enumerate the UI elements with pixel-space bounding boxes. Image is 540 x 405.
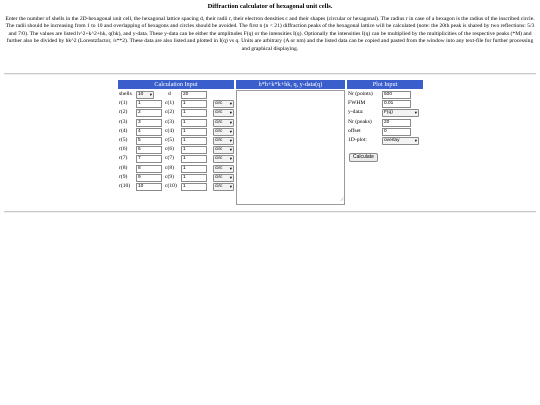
- c-label: c(9): [165, 173, 175, 180]
- fwhm-row: [347, 99, 425, 108]
- r-label: r(7): [119, 155, 128, 162]
- nr-peaks-row: [347, 118, 425, 127]
- c-input[interactable]: 1: [181, 128, 207, 136]
- shells-label: shells: [119, 91, 132, 97]
- nr-points-row: [347, 90, 425, 99]
- plot-input-panel: [347, 90, 425, 160]
- data-output-textarea[interactable]: [236, 90, 345, 205]
- c-input[interactable]: 1: [181, 109, 207, 117]
- shell-row: [118, 118, 234, 127]
- r-label: r(4): [119, 127, 128, 134]
- r-label: r(10): [119, 182, 131, 189]
- shape-select-value: circ: [215, 101, 223, 107]
- shell-row: [118, 99, 234, 108]
- plot-input-header: Plot Input: [347, 80, 423, 89]
- c-input[interactable]: 1: [181, 137, 207, 145]
- r-input[interactable]: 5: [136, 137, 162, 145]
- c-input[interactable]: 1: [181, 165, 207, 173]
- nr-peaks-input[interactable]: 20: [382, 119, 411, 127]
- shell-row: [118, 154, 234, 163]
- r-label: r(8): [119, 164, 128, 171]
- c-label: c(5): [165, 136, 175, 143]
- c-input[interactable]: 1: [181, 183, 207, 191]
- chevron-down-icon: ▾: [229, 165, 232, 171]
- offset-input[interactable]: 0: [382, 128, 411, 136]
- nr-points-label: Nr (points): [348, 91, 373, 97]
- nr-peaks-label: Nr (peaks): [348, 118, 372, 125]
- chevron-down-icon: ▾: [414, 137, 417, 143]
- chevron-down-icon: ▾: [149, 92, 152, 97]
- r-label: r(5): [119, 136, 128, 143]
- chevron-down-icon: ▾: [414, 110, 417, 116]
- shape-select-value: circ: [215, 174, 223, 180]
- r-input[interactable]: 9: [136, 174, 162, 182]
- chevron-down-icon: ▾: [229, 101, 232, 107]
- shells-select-value: 10: [138, 92, 144, 97]
- r-input[interactable]: 4: [136, 128, 162, 136]
- d-label: d: [168, 91, 171, 97]
- chevron-down-icon: ▾: [229, 174, 232, 180]
- c-label: c(2): [165, 109, 175, 116]
- offset-row: [347, 127, 425, 136]
- ydata-select[interactable]: [382, 109, 419, 117]
- divider-top: [4, 73, 536, 75]
- offset-label: offset: [348, 127, 361, 134]
- r-input[interactable]: 3: [136, 119, 162, 127]
- shell-row: [118, 173, 234, 182]
- shape-select-value: circ: [215, 147, 223, 153]
- shape-select-value: circ: [215, 128, 223, 134]
- plot1d-label: 1D-plot:: [348, 136, 367, 143]
- c-input[interactable]: 1: [181, 119, 207, 127]
- ydata-select-value: F(q): [384, 110, 393, 116]
- shape-select[interactable]: [213, 174, 234, 182]
- divider-bottom: [4, 211, 536, 213]
- calc-input-header: Calculation Input: [118, 80, 234, 89]
- chevron-down-icon: ▾: [229, 156, 232, 162]
- r-label: r(1): [119, 100, 128, 107]
- r-input[interactable]: 10: [136, 183, 162, 191]
- shape-select-value: circ: [215, 119, 223, 125]
- ydata-row: [347, 108, 425, 117]
- ydata-label: y-data:: [348, 109, 364, 116]
- shell-row: [118, 145, 234, 154]
- c-label: c(3): [165, 118, 175, 125]
- plot1d-select-value: overlay: [384, 137, 400, 143]
- shell-row: [118, 108, 234, 117]
- r-label: r(6): [119, 146, 128, 153]
- c-input[interactable]: 1: [181, 155, 207, 163]
- c-label: c(8): [165, 164, 175, 171]
- chevron-down-icon: ▾: [229, 110, 232, 116]
- calculate-button[interactable]: Calculate: [349, 153, 378, 162]
- chevron-down-icon: ▾: [229, 183, 232, 189]
- shape-select[interactable]: [213, 119, 234, 127]
- r-input[interactable]: 6: [136, 146, 162, 154]
- c-label: c(6): [165, 146, 175, 153]
- r-label: r(2): [119, 109, 128, 116]
- shell-row: [118, 164, 234, 173]
- r-input[interactable]: 1: [136, 100, 162, 108]
- shape-select[interactable]: [213, 146, 234, 154]
- resize-handle-icon[interactable]: ∕∕: [341, 198, 343, 203]
- shape-select-value: circ: [215, 137, 223, 143]
- intro-text: Enter the number of shells in the 2D-hexagonal unit cell, the hexagonal lattice spacing d, their radii r, their electron densities c and their shapes (circular or hexagonal). The radius r in case of a hexagon is the radius of the inscribed circle. The radii should be increasing from 1 to 10 and overlapping of hexagons and circles should be avoided. The first n (n < 21) diffraction peaks of the hexagonal lattice will be calculated (note: the 20th peak is shared by two reflections: 5/3 and 7/0). The values are listed h^2+k^2+hk, q(hk), and y-data. These y-data can be either the amplitudes F(q) or the intensities I(q). Optionally the intensities I(q) can be multiplied by the multiplicities of the respective peaks (*M) and further also be divided by hk^2 (Lorentzfactor, /s**2). These data are also listed and plotted in I(q) vs q. Units are arbitrary (A or nm) and the listed data can be copied and pasted from the window into any text-file for further processing and graphical displaying.: [5, 16, 535, 52]
- r-input[interactable]: 2: [136, 109, 162, 117]
- r-label: r(9): [119, 173, 128, 180]
- shape-select[interactable]: [213, 155, 234, 163]
- shell-row: [118, 182, 234, 191]
- chevron-down-icon: ▾: [229, 128, 232, 134]
- fwhm-input[interactable]: 0.01: [382, 100, 411, 108]
- shells-select[interactable]: [136, 91, 154, 99]
- chevron-down-icon: ▾: [229, 119, 232, 125]
- plot1d-row: [347, 136, 425, 145]
- c-input[interactable]: 1: [181, 100, 207, 108]
- shape-select[interactable]: [213, 137, 234, 145]
- shells-row: [118, 90, 234, 99]
- chevron-down-icon: ▾: [229, 147, 232, 153]
- calc-input-panel: [118, 90, 234, 191]
- shell-rows: [118, 99, 234, 191]
- data-output-header: h*h+k*k+hk, q, y-data(q): [236, 80, 345, 89]
- c-input[interactable]: 1: [181, 146, 207, 154]
- shape-select[interactable]: [213, 165, 234, 173]
- shape-select[interactable]: [213, 100, 234, 108]
- nr-points-input[interactable]: 500: [382, 91, 411, 99]
- c-input[interactable]: 1: [181, 174, 207, 182]
- chevron-down-icon: ▾: [229, 137, 232, 143]
- shape-select-value: circ: [215, 156, 223, 162]
- c-label: c(4): [165, 127, 175, 134]
- shell-row: [118, 127, 234, 136]
- r-label: r(3): [119, 118, 128, 125]
- r-input[interactable]: 7: [136, 155, 162, 163]
- d-input[interactable]: 20: [181, 91, 207, 99]
- shape-select-value: circ: [215, 165, 223, 171]
- fwhm-label: FWHM: [348, 100, 366, 107]
- c-label: c(7): [165, 155, 175, 162]
- page-title: Diffraction calculator of hexagonal unit cells.: [207, 3, 333, 10]
- plot1d-select[interactable]: [382, 137, 419, 145]
- shape-select-value: circ: [215, 183, 223, 189]
- c-label: c(1): [165, 100, 175, 107]
- shape-select[interactable]: [213, 183, 234, 191]
- c-label: c(10): [165, 182, 177, 189]
- r-input[interactable]: 8: [136, 165, 162, 173]
- shell-row: [118, 136, 234, 145]
- shape-select[interactable]: [213, 128, 234, 136]
- shape-select-value: circ: [215, 110, 223, 116]
- shape-select[interactable]: [213, 109, 234, 117]
